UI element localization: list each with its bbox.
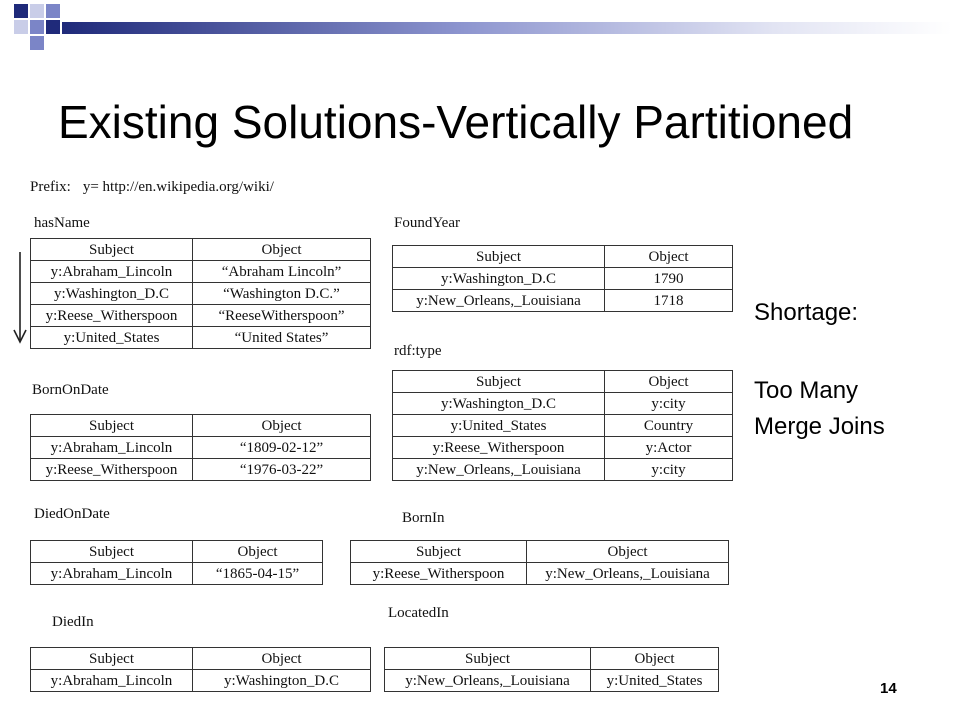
table-row [31, 327, 371, 349]
table-cell: y:United_States [393, 415, 605, 437]
table-cell: y:Reese_Witherspoon [31, 459, 193, 481]
page-number: 14 [880, 680, 897, 697]
table-row [393, 290, 733, 312]
table-cell: y:Washington_D.C [31, 283, 193, 305]
table-row [393, 415, 733, 437]
column-header: Subject [31, 239, 193, 261]
rdftype-table [392, 370, 733, 481]
table-cell: “Abraham Lincoln” [193, 261, 371, 283]
table-row [351, 563, 729, 585]
table-title-bornin: BornIn [402, 510, 445, 526]
table-cell: y:United_States [31, 327, 193, 349]
table-cell: “1865-04-15” [193, 563, 323, 585]
prefix-value: y= http://en.wikipedia.org/wiki/ [82, 179, 274, 195]
table-cell: “1809-02-12” [193, 437, 371, 459]
table-cell: y:New_Orleans,_Louisiana [393, 459, 605, 481]
table-cell: y:Abraham_Lincoln [31, 563, 193, 585]
table-row [31, 670, 371, 692]
table-cell: y:city [605, 393, 733, 415]
column-header: Subject [385, 648, 591, 670]
diedin-table [30, 647, 371, 692]
table-cell: y:New_Orleans,_Louisiana [385, 670, 591, 692]
table-cell: y:Abraham_Lincoln [31, 437, 193, 459]
table-header-row [31, 648, 371, 670]
table-header-row [351, 541, 729, 563]
table-cell: y:Washington_D.C [393, 393, 605, 415]
column-header: Object [591, 648, 719, 670]
column-header: Object [193, 415, 371, 437]
table-cell: y:United_States [591, 670, 719, 692]
table-title-diedin: DiedIn [52, 614, 94, 630]
table-cell: y:Reese_Witherspoon [31, 305, 193, 327]
table-cell: 1790 [605, 268, 733, 290]
down-arrow-icon [12, 250, 28, 345]
table-title-foundyear: FoundYear [394, 215, 460, 231]
table-row [31, 261, 371, 283]
corner-square-mid-1 [46, 4, 60, 18]
column-header: Subject [393, 371, 605, 393]
table-cell: y:Washington_D.C [393, 268, 605, 290]
column-header: Object [527, 541, 729, 563]
table-row [393, 393, 733, 415]
foundyear-table [392, 245, 733, 312]
table-title-rdftype: rdf:type [394, 343, 442, 359]
prefix-line [30, 179, 274, 196]
corner-square-mid-3 [30, 36, 44, 50]
locatedin-table [384, 647, 719, 692]
bornondate-table [30, 414, 371, 481]
table-header-row [31, 541, 323, 563]
column-header: Object [605, 371, 733, 393]
table-cell: “Washington D.C.” [193, 283, 371, 305]
column-header: Object [193, 648, 371, 670]
table-header-row [385, 648, 719, 670]
table-cell: y:Actor [605, 437, 733, 459]
table-title-diedondate: DiedOnDate [34, 506, 110, 522]
table-title-bornondate: BornOnDate [32, 382, 109, 398]
diedondate-table [30, 540, 323, 585]
corner-square-mid-2 [30, 20, 44, 34]
table-cell: y:New_Orleans,_Louisiana [527, 563, 729, 585]
table-row [385, 670, 719, 692]
table-cell: “ReeseWitherspoon” [193, 305, 371, 327]
column-header: Subject [31, 415, 193, 437]
table-cell: y:Abraham_Lincoln [31, 670, 193, 692]
table-cell: y:Washington_D.C [193, 670, 371, 692]
table-row [31, 563, 323, 585]
column-header: Subject [351, 541, 527, 563]
table-header-row [31, 415, 371, 437]
bornin-table [350, 540, 729, 585]
table-header-row [393, 246, 733, 268]
table-cell: y:New_Orleans,_Louisiana [393, 290, 605, 312]
column-header: Object [193, 239, 371, 261]
column-header: Subject [393, 246, 605, 268]
corner-square-light-2 [14, 20, 28, 34]
table-cell: y:Abraham_Lincoln [31, 261, 193, 283]
corner-square-dark-1 [14, 4, 28, 18]
table-cell: 1718 [605, 290, 733, 312]
corner-square-light-1 [30, 4, 44, 18]
table-cell: “United States” [193, 327, 371, 349]
page-title: Existing Solutions-Vertically Partitioned [58, 96, 854, 148]
shortage-label: Shortage: [754, 299, 859, 326]
column-header: Subject [31, 541, 193, 563]
table-cell: “1976-03-22” [193, 459, 371, 481]
table-header-row [393, 371, 733, 393]
shortage-line-1: Too Many [754, 377, 859, 404]
shortage-line-2: Merge Joins [754, 413, 885, 440]
table-row [31, 459, 371, 481]
column-header: Subject [31, 648, 193, 670]
table-row [393, 459, 733, 481]
header-gradient-bar [62, 22, 952, 34]
table-cell: y:Reese_Witherspoon [393, 437, 605, 459]
table-cell: Country [605, 415, 733, 437]
corner-square-dark-2 [46, 20, 60, 34]
hasname-table [30, 238, 371, 349]
table-title-hasname: hasName [34, 215, 90, 231]
prefix-label: Prefix: [30, 179, 71, 195]
column-header: Object [193, 541, 323, 563]
table-row [31, 437, 371, 459]
column-header: Object [605, 246, 733, 268]
table-row [31, 305, 371, 327]
table-cell: y:Reese_Witherspoon [351, 563, 527, 585]
table-row [393, 268, 733, 290]
table-cell: y:city [605, 459, 733, 481]
table-row [31, 283, 371, 305]
table-title-locatedin: LocatedIn [388, 605, 449, 621]
table-row [393, 437, 733, 459]
table-header-row [31, 239, 371, 261]
